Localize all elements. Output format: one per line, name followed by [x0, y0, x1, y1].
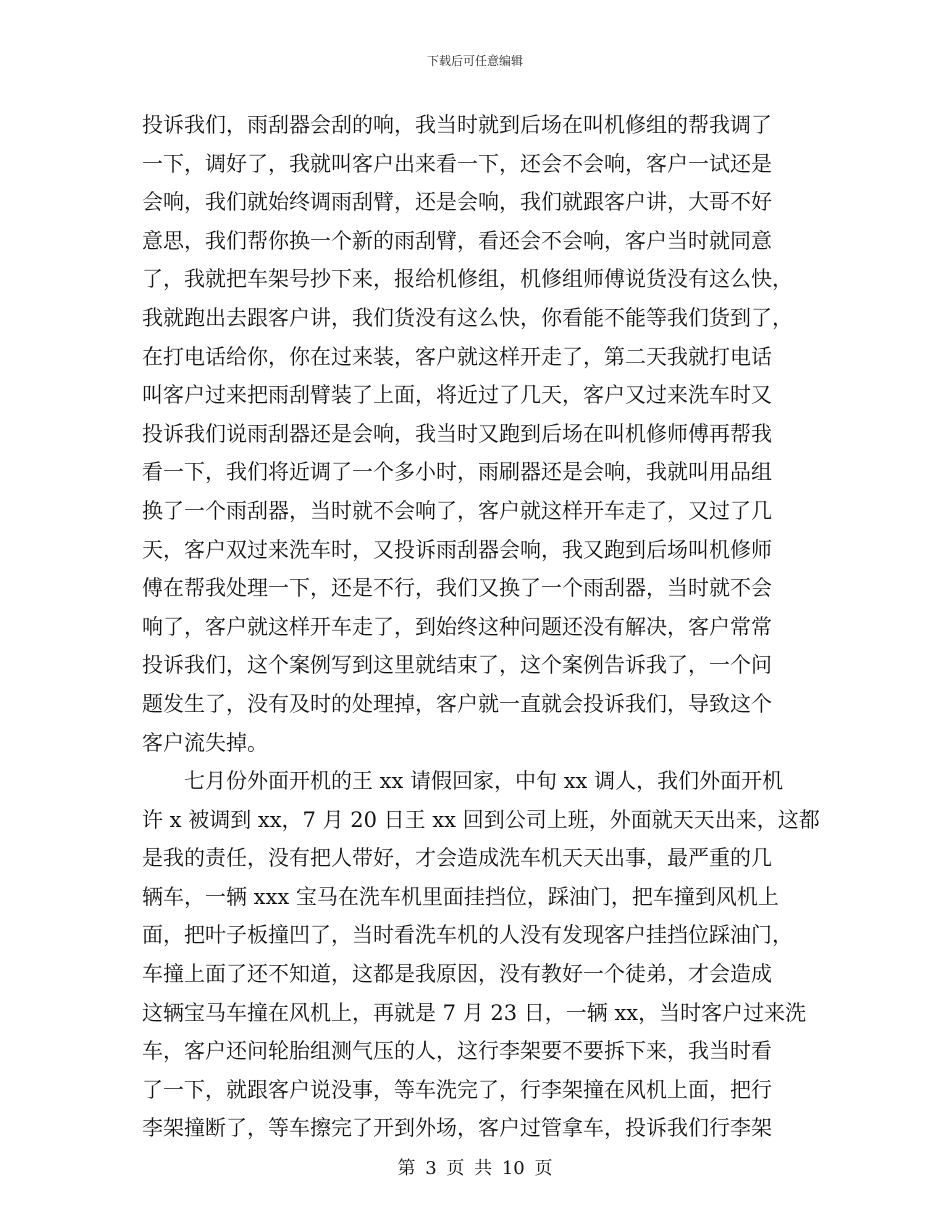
text-line: 投诉我们，雨刮器会刮的响，我当时就到后场在叫机修组的帮我调了 — [142, 113, 772, 137]
text-line: 一下，调好了，我就叫客户出来看一下，还会不会响，客户一试还是 — [142, 151, 772, 176]
text-line: 我就跑出去跟客户讲，我们货没有这么快，你看能不能等我们货到了， — [142, 305, 793, 330]
text-line: 会响，我们就始终调雨刮臂，还是会响，我们就跟客户讲，大哥不好 — [142, 190, 772, 215]
text-line: 傅在帮我处理一下，还是不行，我们又换了一个雨刮器，当时就不会 — [142, 576, 772, 601]
text-line: 辆车，一辆 xxx 宝马在洗车机里面挂挡位，踩油门，把车撞到风机上 — [142, 884, 779, 909]
text-line: 投诉我们说雨刮器还是会响，我当时又跑到后场在叫机修师傅再帮我 — [142, 421, 772, 446]
text-line: 响了，客户就这样开车走了，到始终这种问题还没有解决，客户常常 — [142, 614, 772, 639]
page-header: 下载后可任意编辑 — [426, 54, 523, 68]
text-line: 意思，我们帮你换一个新的雨刮臂，看还会不会响，客户当时就同意 — [142, 228, 772, 253]
text-line: 车撞上面了还不知道，这都是我原因，没有教好一个徒弟，才会造成 — [142, 962, 772, 987]
text-line: 天，客户双过来洗车时，又投诉雨刮器会响，我又跑到后场叫机修师 — [142, 537, 772, 562]
text-line: 题发生了，没有及时的处理掉，客户就一直就会投诉我们，导致这个 — [142, 691, 772, 716]
text-line: 是我的责任，没有把人带好，才会造成洗车机天天出事，最严重的几 — [142, 846, 772, 871]
text-line: 在打电话给你，你在过来装，客户就这样开走了，第二天我就打电话 — [142, 344, 772, 369]
text-line: 了一下，就跟客户说没事，等车洗完了，行李架撞在风机上面，把行 — [142, 1077, 772, 1102]
text-line: 换了一个雨刮器，当时就不会响了，客户就这样开车走了，又过了几 — [142, 498, 772, 523]
text-line: 李架撞断了，等车擦完了开到外场，客户过管拿车，投诉我们行李架 — [142, 1116, 772, 1141]
text-line: 看一下，我们将近调了一个多小时，雨刷器还是会响，我就叫用品组 — [142, 460, 772, 485]
text-line: 投诉我们，这个案例写到这里就结束了，这个案例告诉我了，一个问 — [142, 653, 772, 678]
text-line: 七月份外面开机的王 xx 请假回家，中旬 xx 调人，我们外面开机 — [142, 769, 784, 794]
text-line: 叫客户过来把雨刮臂装了上面，将近过了几天，客户又过来洗车时又 — [142, 383, 772, 408]
text-line: 了，我就把车架号抄下来，报给机修组，机修组师傅说货没有这么快， — [142, 267, 793, 292]
text-line: 许 x 被调到 xx，7 月 20 日王 xx 回到公司上班，外面就天天出来，这都 — [142, 807, 820, 832]
document-body — [142, 106, 820, 1148]
page-footer: 第 3 页 共 10 页 — [397, 1158, 553, 1179]
text-line: 客户流失掉。 — [142, 730, 268, 755]
text-line: 面，把叶子板撞凹了，当时看洗车机的人没有发现客户挂挡位踩油门， — [142, 923, 793, 948]
text-line: 这辆宝马车撞在风机上，再就是 7 月 23 日，一辆 xx，当时客户过来洗 — [142, 1000, 807, 1025]
text-line: 车，客户还问轮胎组测气压的人，这行李架要不要拆下来，我当时看 — [142, 1039, 772, 1064]
